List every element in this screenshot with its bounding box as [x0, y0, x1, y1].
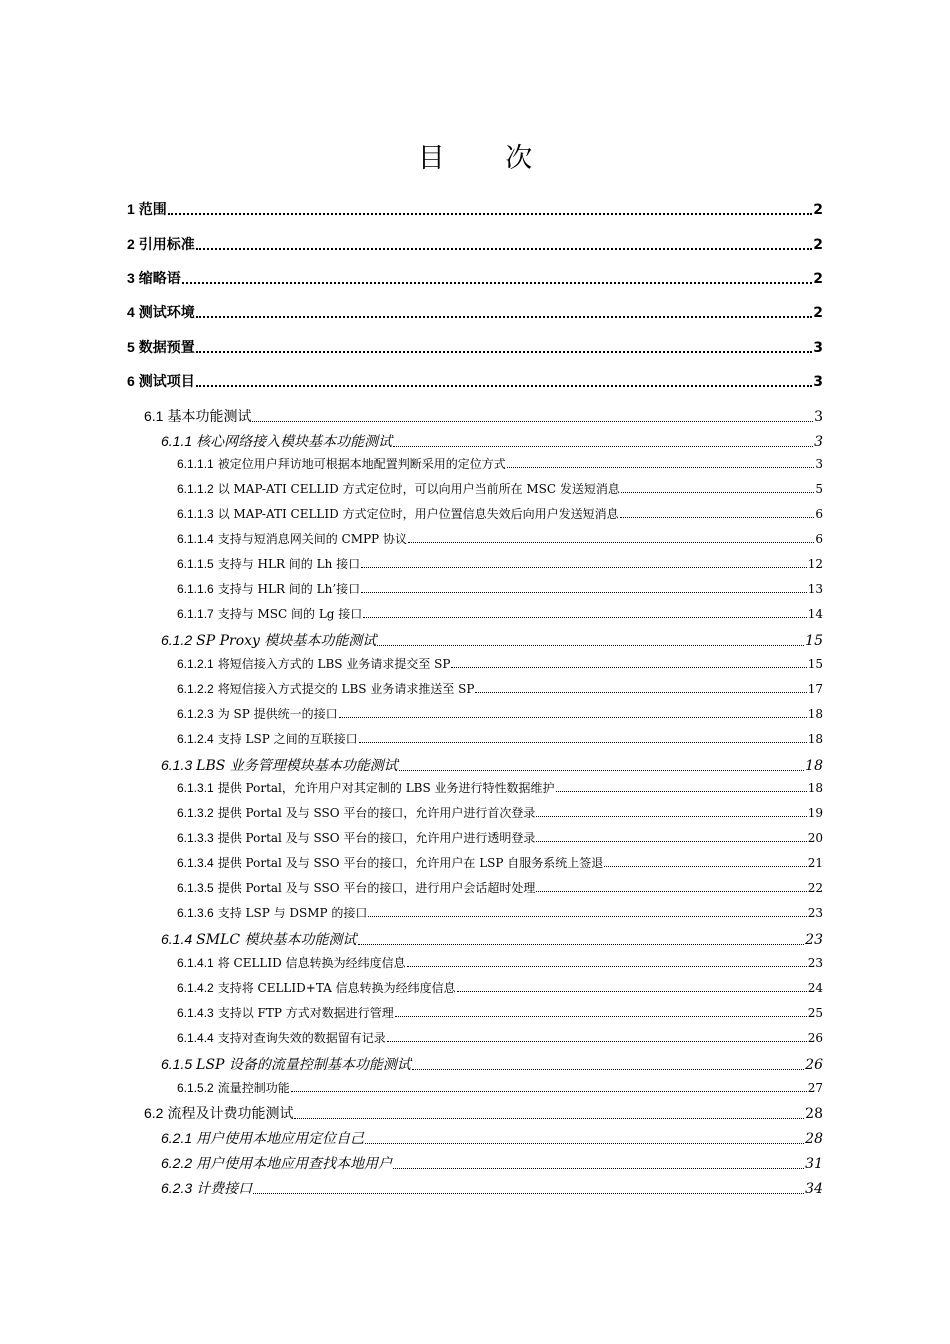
toc-entry-number: 6.2.1: [161, 1130, 193, 1146]
toc-entry-title: [177, 1029, 386, 1046]
toc-page-number: 19: [807, 806, 823, 820]
toc-entry-number: 6.1.2.2: [177, 682, 214, 696]
toc-entry-number: 6.1.3.2: [177, 806, 214, 820]
dot-leader: [291, 1091, 807, 1092]
toc-entry-number: 6.1.3.4: [177, 856, 214, 870]
toc-entry-label: 范围: [138, 202, 167, 218]
toc-entry[interactable]: [127, 337, 823, 357]
toc-entry-title: [161, 755, 398, 775]
toc-entry-label: 提供 Portal，允许用户对其定制的 LBS 业务进行特性数据维护: [217, 781, 555, 795]
toc-entry[interactable]: [177, 1004, 823, 1021]
dot-leader: [368, 916, 806, 917]
toc-entry-number: 6.1.5: [161, 1056, 193, 1072]
dot-leader: [393, 1168, 804, 1169]
toc-page-number: 18: [807, 781, 823, 795]
dot-leader: [395, 1016, 807, 1017]
toc-page-number: 23: [807, 906, 823, 920]
toc-entry-title: [177, 555, 360, 572]
toc-entry[interactable]: [177, 854, 823, 871]
toc-entry-label: 支持与 HLR 间的 Lh 接口: [217, 557, 361, 571]
toc-entry-label: 测试环境: [138, 305, 195, 321]
toc-page-number: 25: [807, 1006, 823, 1020]
dot-leader: [358, 944, 805, 945]
toc-entry-number: 6.1.2: [161, 632, 193, 648]
dot-leader: [196, 316, 812, 318]
toc-entry-title: [177, 605, 362, 622]
toc-entry-number: 6: [127, 373, 135, 389]
dot-leader: [361, 567, 807, 568]
toc-entry-label: 将 CELLID 信息转换为经纬度信息: [217, 956, 406, 970]
toc-entry-title: [177, 505, 619, 522]
toc-entry-label: LBS 业务管理模块基本功能测试: [196, 758, 398, 774]
toc-entry[interactable]: [161, 1128, 823, 1148]
toc-entry-number: 6.1.1.6: [177, 582, 214, 596]
dot-leader: [604, 866, 806, 867]
toc-page-number: 26: [805, 1057, 823, 1073]
toc-entry[interactable]: [127, 199, 823, 219]
toc-entry-title: [177, 904, 367, 921]
toc-entry-title: [177, 804, 535, 821]
toc-page-number: 24: [807, 981, 823, 995]
toc-page-number: 27: [807, 1081, 823, 1095]
toc-entry-label: 提供 Portal 及与 SSO 平台的接口，允许用户进行透明登录: [217, 831, 536, 845]
toc-entry-label: 支持 LSP 之间的互联接口: [217, 732, 358, 746]
toc-page-number: 18: [807, 732, 823, 746]
toc-entry-number: 5: [127, 339, 135, 355]
toc-entry-title: [177, 655, 450, 672]
toc-entry-title: [177, 1004, 394, 1021]
dot-leader: [168, 213, 812, 215]
toc-page-number: 23: [807, 956, 823, 970]
toc-entry-number: 6.1.1.1: [177, 457, 214, 471]
dot-leader: [363, 617, 806, 618]
dot-leader: [399, 770, 804, 771]
toc-entry-number: 6.1.1.5: [177, 557, 214, 571]
toc-page-number: 22: [807, 881, 823, 895]
toc-entry-title: [177, 580, 360, 597]
dot-leader: [253, 1193, 804, 1194]
toc-entry[interactable]: [144, 406, 823, 426]
toc-entry[interactable]: [177, 480, 823, 497]
toc-page-number: 28: [805, 1131, 823, 1147]
toc-entry-title: [177, 854, 603, 871]
toc-entry-label: 计费接口: [196, 1181, 253, 1197]
toc-entry[interactable]: [144, 1103, 823, 1123]
dot-leader: [451, 667, 806, 668]
dot-leader: [339, 717, 807, 718]
toc-entry-title: [161, 1178, 252, 1198]
toc-entry-title: [177, 779, 555, 796]
toc-page-number: 18: [807, 707, 823, 721]
toc-entry-label: 核心网络接入模块基本功能测试: [196, 434, 393, 450]
toc-entry[interactable]: [177, 954, 823, 971]
toc-entry-label: 基本功能测试: [167, 409, 252, 425]
toc-entry[interactable]: [177, 680, 823, 697]
toc-entry-label: 数据预置: [138, 340, 195, 356]
toc-entry[interactable]: [161, 630, 823, 650]
toc-entry-label: 被定位用户拜访地可根据本地配置判断采用的定位方式: [217, 457, 506, 471]
toc-page-number: 23: [805, 932, 823, 948]
toc-entry[interactable]: [161, 1178, 823, 1198]
toc-entry[interactable]: [177, 530, 823, 547]
toc-entry-label: 支持与短消息网关间的 CMPP 协议: [217, 532, 407, 546]
toc-entry-title: [177, 680, 474, 697]
toc-entry-label: 以 MAP-ATI CELLID 方式定位时，用户位置信息失效后向用户发送短消息: [217, 507, 619, 521]
toc-entry-title: [161, 1054, 411, 1074]
dot-leader: [365, 1143, 804, 1144]
toc-entry[interactable]: [127, 268, 823, 288]
toc-entry-label: 支持与 MSC 间的 Lg 接口: [217, 607, 363, 621]
toc-entry-number: 6.2: [144, 1105, 164, 1121]
toc-entry-label: 提供 Portal 及与 SSO 平台的接口，进行用户会话超时处理: [217, 881, 536, 895]
toc-entry-title: [177, 530, 407, 547]
toc-entry-number: 6.2.2: [161, 1155, 193, 1171]
toc-entry-number: 2: [127, 236, 135, 252]
toc-entry-title: [177, 480, 620, 497]
toc-entry-number: 6.1.1.7: [177, 607, 214, 621]
dot-leader: [196, 385, 812, 387]
toc-entry-number: 6.1.1.4: [177, 532, 214, 546]
toc-entry[interactable]: [177, 705, 823, 722]
toc-entry-label: 支持以 FTP 方式对数据进行管理: [217, 1006, 394, 1020]
toc-page-number: 3: [813, 374, 823, 390]
toc-entry[interactable]: [161, 431, 823, 451]
toc-entry-number: 3: [127, 270, 135, 286]
toc-entry[interactable]: [161, 1153, 823, 1173]
toc-page-number: 3: [814, 409, 823, 425]
toc-entry[interactable]: [177, 779, 823, 796]
toc-entry-number: 6.1.3: [161, 757, 193, 773]
dot-leader: [407, 966, 807, 967]
toc-entry[interactable]: [161, 755, 823, 775]
toc-page-number: 26: [807, 1031, 823, 1045]
toc-page-number: 15: [805, 633, 823, 649]
toc-entry-number: 6.1: [144, 408, 164, 424]
toc-entry-number: 6.1.1: [161, 433, 193, 449]
toc-entry[interactable]: [177, 879, 823, 896]
dot-leader: [408, 542, 814, 543]
dot-leader: [457, 991, 807, 992]
toc-page-number: 12: [807, 557, 823, 571]
dot-leader: [536, 891, 806, 892]
toc-page-number: 3: [815, 457, 823, 471]
toc-page-number: 2: [813, 202, 823, 218]
toc-entry-label: 提供 Portal 及与 SSO 平台的接口，允许用户进行首次登录: [217, 806, 536, 820]
toc-entry-title: [127, 371, 195, 391]
toc-entry[interactable]: [177, 904, 823, 921]
toc-page-number: 18: [805, 758, 823, 774]
toc-entry-number: 6.1.3.3: [177, 831, 214, 845]
toc-entry-title: [161, 1128, 364, 1148]
dot-leader: [621, 492, 814, 493]
toc-page-number: 17: [807, 682, 823, 696]
toc-entry-number: 6.1.1.2: [177, 482, 214, 496]
toc-page-number: 2: [813, 271, 823, 287]
dot-leader: [196, 248, 812, 250]
toc-page-number: 31: [805, 1156, 823, 1172]
toc-entry-title: [177, 705, 338, 722]
toc-page-number: 3: [814, 434, 823, 450]
toc-entry-title: [127, 302, 195, 322]
toc-entry-label: 用户使用本地应用定位自己: [196, 1131, 365, 1147]
dot-leader: [536, 816, 806, 817]
toc-entry-number: 6.1.3.5: [177, 881, 214, 895]
toc-page-number: 20: [807, 831, 823, 845]
toc-entry[interactable]: [177, 979, 823, 996]
toc-entry-title: [161, 630, 376, 650]
toc-page-number: 34: [805, 1181, 823, 1197]
toc-entry-title: [177, 979, 456, 996]
toc-entry[interactable]: [177, 1079, 823, 1096]
toc-entry-label: 以 MAP-ATI CELLID 方式定位时，可以向用户当前所在 MSC 发送短消息: [217, 482, 620, 496]
toc-entry[interactable]: [161, 1054, 823, 1074]
toc-entry-label: 支持 LSP 与 DSMP 的接口: [217, 906, 368, 920]
toc-entry-number: 6.1.2.1: [177, 657, 214, 671]
toc-entry-number: 6.1.5.2: [177, 1081, 214, 1095]
toc-entry-label: 将短信接入方式提交的 LBS 业务请求推送至 SP: [217, 682, 475, 696]
toc-entry-title: [161, 929, 357, 949]
dot-leader: [620, 517, 815, 518]
toc-entry-title: [127, 337, 195, 357]
toc-entry-label: 用户使用本地应用查找本地用户: [196, 1156, 393, 1172]
toc-entry-title: [127, 199, 167, 219]
toc-page-number: 2: [813, 237, 823, 253]
dot-leader: [196, 351, 812, 353]
page-title: 目 次: [417, 143, 559, 174]
toc-entry[interactable]: [177, 1029, 823, 1046]
dot-leader: [294, 1118, 804, 1119]
toc-entry-title: [127, 268, 181, 288]
toc-page-number: 6: [815, 507, 823, 521]
dot-leader: [536, 841, 806, 842]
toc-entry-label: 将短信接入方式的 LBS 业务请求提交至 SP: [217, 657, 451, 671]
dot-leader: [377, 645, 804, 646]
toc-entry[interactable]: [177, 804, 823, 821]
toc-entry-label: SP Proxy 模块基本功能测试: [196, 633, 377, 649]
dot-leader: [182, 282, 812, 284]
toc-entry-number: 6.1.2.3: [177, 707, 214, 721]
toc-entry-label: 测试项目: [138, 374, 195, 390]
toc-entry-label: LSP 设备的流量控制基本功能测试: [196, 1057, 411, 1073]
toc-entry-title: [161, 431, 392, 451]
toc-entry[interactable]: [127, 302, 823, 322]
toc-page-number: 21: [807, 856, 823, 870]
toc-entry-number: 6.1.4.4: [177, 1031, 214, 1045]
toc-entry-label: 支持与 HLR 间的 Lh’接口: [217, 582, 361, 596]
toc-entry-number: 1: [127, 201, 135, 217]
toc-entry-label: 流程及计费功能测试: [167, 1106, 294, 1122]
toc-entry-label: 引用标准: [138, 237, 195, 253]
toc-entry-label: 提供 Portal 及与 SSO 平台的接口，允许用户在 LSP 自服务系统上签退: [217, 856, 604, 870]
toc-entry-number: 6.1.3.6: [177, 906, 214, 920]
toc-entry-number: 6.1.3.1: [177, 781, 214, 795]
toc-page-number: 13: [807, 582, 823, 596]
toc-entry-number: 6.1.4: [161, 931, 193, 947]
toc-entry-title: [144, 1103, 293, 1123]
toc-entry[interactable]: [177, 555, 823, 572]
dot-leader: [252, 421, 813, 422]
toc-entry-number: 6.1.4.2: [177, 981, 214, 995]
toc-entry[interactable]: [177, 505, 823, 522]
toc-entry-number: 6.1.1.3: [177, 507, 214, 521]
toc-page-number: 3: [813, 340, 823, 356]
dot-leader: [393, 446, 813, 447]
toc-entry-label: SMLC 模块基本功能测试: [196, 932, 357, 948]
toc-entry-number: 4: [127, 304, 135, 320]
dot-leader: [359, 742, 807, 743]
toc-page-number: 14: [807, 607, 823, 621]
toc-entry-title: [177, 879, 535, 896]
toc-entry-title: [177, 455, 506, 472]
toc-entry-title: [177, 829, 535, 846]
dot-leader: [507, 467, 815, 468]
toc-entry[interactable]: [127, 371, 823, 391]
toc-page-number: 5: [815, 482, 823, 496]
toc-entry[interactable]: [177, 455, 823, 472]
dot-leader: [412, 1069, 804, 1070]
toc-entry-title: [177, 954, 406, 971]
toc-entry[interactable]: [161, 929, 823, 949]
toc-entry[interactable]: [177, 829, 823, 846]
dot-leader: [361, 592, 807, 593]
toc-page-number: 6: [815, 532, 823, 546]
toc-entry-title: [177, 730, 358, 747]
toc-entry[interactable]: [177, 730, 823, 747]
toc-entry-title: [161, 1153, 392, 1173]
toc-entry-number: 6.1.4.1: [177, 956, 214, 970]
toc-entry-label: 支持将 CELLID+TA 信息转换为经纬度信息: [217, 981, 456, 995]
toc-entry-label: 为 SP 提供统一的接口: [217, 707, 338, 721]
toc-page-number: 15: [807, 657, 823, 671]
toc-entry-title: [177, 1079, 290, 1096]
toc-entry[interactable]: [127, 234, 823, 254]
toc-page-number: 2: [813, 305, 823, 321]
toc-entry[interactable]: [177, 605, 823, 622]
toc-entry-number: 6.1.4.3: [177, 1006, 214, 1020]
dot-leader: [387, 1041, 807, 1042]
toc-entry[interactable]: [177, 580, 823, 597]
toc-entry-title: [144, 406, 251, 426]
toc-entry-number: 6.2.3: [161, 1180, 193, 1196]
toc-entry-label: 缩略语: [138, 271, 181, 287]
toc-entry-label: 流量控制功能: [217, 1081, 290, 1095]
toc-entry[interactable]: [177, 655, 823, 672]
toc-page-number: 28: [805, 1106, 823, 1122]
toc-entry-title: [127, 234, 195, 254]
toc-entry-number: 6.1.2.4: [177, 732, 214, 746]
dot-leader: [475, 692, 806, 693]
toc-entry-label: 支持对查询失效的数据留有记录: [217, 1031, 386, 1045]
dot-leader: [556, 791, 807, 792]
